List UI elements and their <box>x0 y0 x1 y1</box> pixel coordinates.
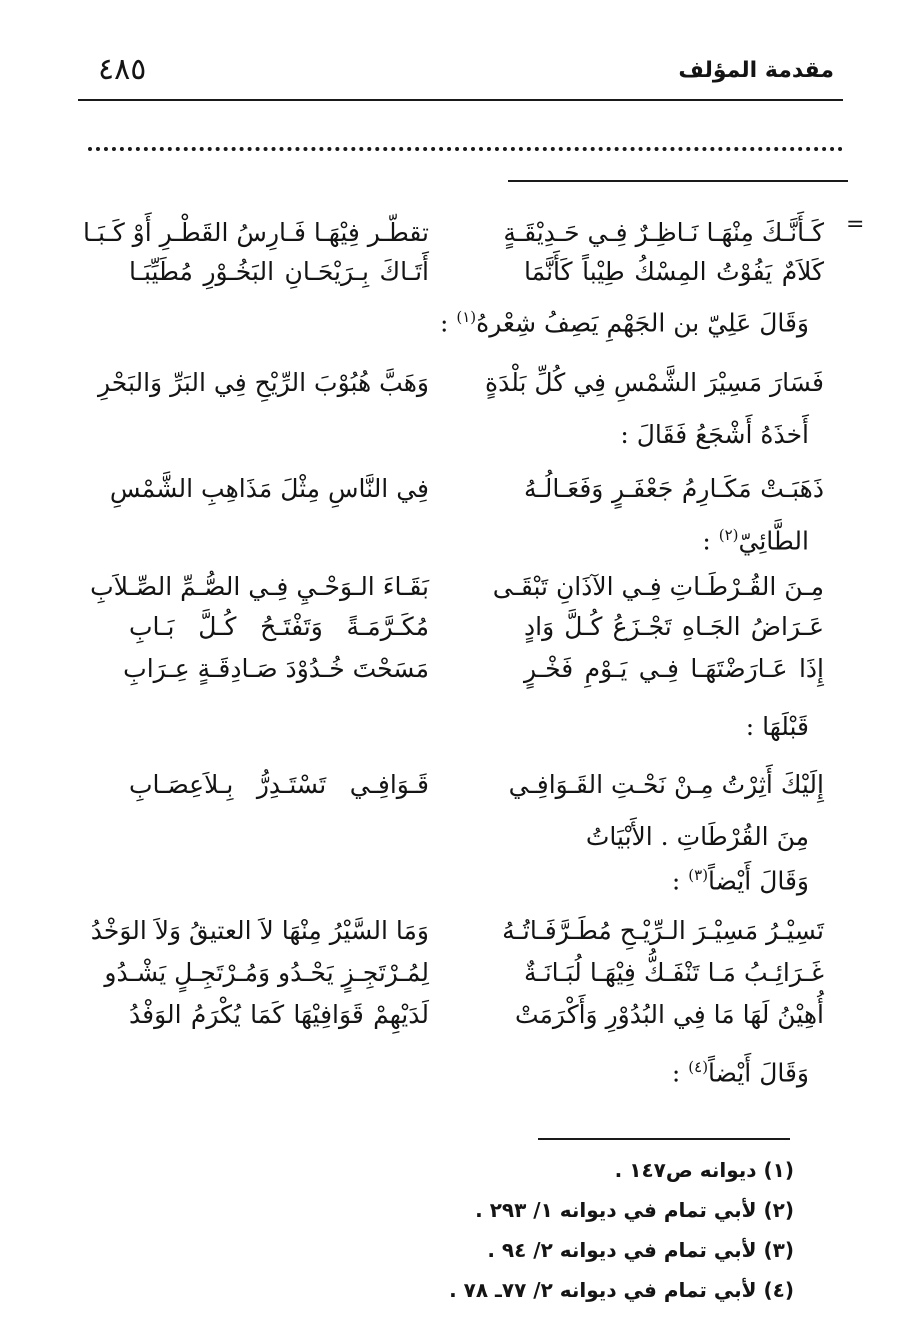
footnote: (٢) لأبي تمام في ديوانه ١/ ٢٩٣ . <box>475 1198 794 1222</box>
footnote: (١) ديوانه ص١٤٧ . <box>614 1158 794 1182</box>
continuation-mark: = <box>846 212 865 237</box>
prose-line <box>586 822 809 851</box>
prose-tail: : <box>702 526 719 556</box>
verse-6-second-hemistich: مُكَـرَّمَـةً وَتَفْتَـحُ كُـلَّ بَـابِ <box>129 612 429 641</box>
prose-tail: : <box>671 1058 689 1088</box>
prose-text: وَقَالَ أَيْضاً <box>708 866 809 896</box>
verse-5-first-hemistich: مِـنَ القُـرْطَـاتِ فِـي الآذَانِ تَبْقَـى <box>492 572 824 601</box>
footnote-ref: (٤) <box>688 1058 709 1076</box>
verse-4-second-hemistich: فِي النَّاسِ مِثْلَ مَذَاهِبِ الشَّمْسِ <box>109 474 429 503</box>
prose-line <box>702 526 809 555</box>
prose-text: الطَّائِيّ <box>738 526 809 556</box>
verse-10-first-hemistich: غَـرَائِـبُ مَـا تَنْفَـكُّ فِيْهَـا لُبَـانَـةٌ <box>524 958 824 987</box>
prose-text: أَخذَهُ أَشْجَعُ فَقَالَ : <box>620 420 809 449</box>
verse-9-second-hemistich: وَمَا السَّيْرُ مِنْهَا لاَ العتيقُ وَلاَ الوَخْدُ <box>90 916 429 945</box>
verse-1-second-hemistich: تقطّـر فِيْهَـا فَـارِسُ القَطْـرِ أَوْ كَـبَـا <box>83 218 429 247</box>
verse-10-second-hemistich: لِمُـرْتَجِـزٍ يَحْـدُو وَمُـرْتَجِـلٍ يَشْـدُو <box>104 958 429 987</box>
footnote-ref: (٢) <box>718 526 739 544</box>
prose-text: مِنَ القُرْطَاتِ . الأَبْيَاتُ <box>585 822 809 851</box>
page-number: ٤٨٥ <box>98 52 147 87</box>
footnote-ref: (١) <box>456 308 477 326</box>
prose-line <box>672 1058 809 1087</box>
footnote-ref: (٣) <box>688 866 709 884</box>
footnote: (٣) لأبي تمام في ديوانه ٢/ ٩٤ . <box>487 1238 794 1262</box>
verse-1-first-hemistich: كَـأَنَّـكَ مِنْهَـا نَـاظِـرٌ فِـي حَـدِيْقَـةٍ <box>503 218 824 247</box>
page-title: مقدمة المؤلف <box>678 58 834 83</box>
prose-text: وَقَالَ عَلِيّ بن الجَهْمِ يَصِفُ شِعْرهُ <box>476 308 809 338</box>
verse-5-second-hemistich: بَقَـاءَ الـوَحْـيِ فِـي الصُّـمِّ الصِّـلاَبِ <box>90 572 429 601</box>
verse-2-second-hemistich: أَتَـاكَ بِـرَيْحَـانِ البَخُـوْرِ مُطَيِّبَـا <box>129 257 429 286</box>
verse-4-first-hemistich: ذَهَبَـتْ مَكَـارِمُ جَعْفَـرٍ وَفَعَـالُـهُ <box>524 474 824 503</box>
footnote-rule <box>538 1138 790 1140</box>
prose-text: قَبْلَهَا : <box>745 712 809 741</box>
dotted-separator <box>88 147 843 151</box>
prose-line <box>440 308 809 337</box>
header-rule <box>78 99 843 101</box>
verse-7-first-hemistich: إِذَا عَـارَضْتَهَـا فِـي يَـوْمِ فَخْـرٍ <box>524 654 824 683</box>
footnote: (٤) لأبي تمام في ديوانه ٢/ ٧٧ـ ٧٨ . <box>449 1278 794 1302</box>
prose-line <box>746 712 809 741</box>
verse-9-first-hemistich: تَسِيْـرُ مَسِيْـرَ الـرِّيْـحِ مُطَـرَّفَـاتُـهُ <box>502 916 824 945</box>
verse-11-first-hemistich: أُهِيْنُ لَهَا مَا فِي البُدُوْرِ وَأَكْرَمَتْ <box>514 1000 824 1029</box>
short-rule <box>508 180 848 182</box>
prose-text: وَقَالَ أَيْضاً <box>708 1058 809 1088</box>
verse-6-first-hemistich: عَـرَاضُ الجَـاهِ تَجْـزَعُ كُـلَّ وَادٍ <box>524 612 824 641</box>
verse-3-first-hemistich: فَسَارَ مَسِيْرَ الشَّمْسِ فِي كُلِّ بَلْدَةٍ <box>485 368 824 397</box>
verse-8-second-hemistich: قَـوَافِـي تَسْتَـدِرُّ بِـلاَعِصَـابِ <box>129 770 429 799</box>
verse-11-second-hemistich: لَدَيْهِمْ قَوَافِيْهَا كَمَا يُكْرَمُ الوَفْدُ <box>129 1000 429 1029</box>
verse-3-second-hemistich: وَهَبَّ هُبُوْبَ الرِّيْحِ فِي البَرِّ وَالبَحْرِ <box>98 368 429 397</box>
prose-tail: : <box>671 866 689 896</box>
prose-line <box>620 420 809 449</box>
verse-7-second-hemistich: مَسَحْتَ خُـدُوْدَ صَـادِقَـةٍ عِـرَابِ <box>123 654 429 683</box>
verse-2-first-hemistich: كَلاَمٌ يَفُوْتُ المِسْكُ طِيْباً كَأَنَّمَا <box>524 257 824 286</box>
prose-tail: : <box>440 308 457 338</box>
verse-8-first-hemistich: إِلَيْكَ أَثِرْتُ مِـنْ نَحْـتِ القَـوَافِـي <box>508 770 824 799</box>
prose-line <box>672 866 809 895</box>
